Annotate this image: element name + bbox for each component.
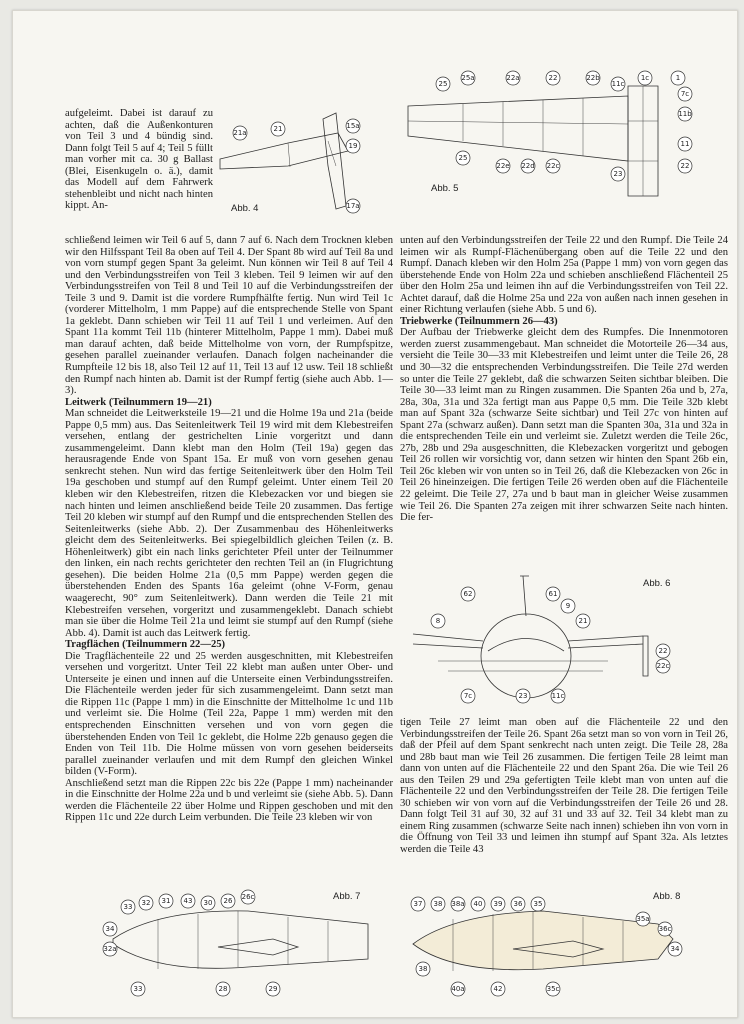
svg-text:35: 35 xyxy=(533,900,543,908)
svg-text:26: 26 xyxy=(223,897,233,905)
svg-text:40a: 40a xyxy=(451,985,465,993)
svg-text:61: 61 xyxy=(548,590,558,598)
svg-text:22e: 22e xyxy=(496,162,510,170)
svg-text:1: 1 xyxy=(675,74,681,82)
column-right-top xyxy=(400,235,728,524)
svg-text:38: 38 xyxy=(418,965,428,973)
svg-text:29: 29 xyxy=(268,985,278,993)
svg-text:43: 43 xyxy=(183,897,193,905)
manual-page xyxy=(12,10,738,1018)
svg-text:23: 23 xyxy=(613,170,623,178)
svg-text:22d: 22d xyxy=(521,162,535,170)
svg-text:36: 36 xyxy=(513,900,523,908)
svg-text:34: 34 xyxy=(670,945,680,953)
fig4-label: 19 xyxy=(348,142,358,150)
svg-text:23: 23 xyxy=(518,692,528,700)
svg-text:38: 38 xyxy=(433,900,443,908)
svg-text:11: 11 xyxy=(680,140,690,148)
svg-text:38a: 38a xyxy=(451,900,465,908)
fig7-labels xyxy=(103,890,280,996)
svg-text:28: 28 xyxy=(218,985,228,993)
fig6-labels xyxy=(431,587,670,703)
svg-text:9: 9 xyxy=(565,602,571,610)
column-right-bottom xyxy=(400,717,728,856)
intro-paragraph: aufgeleimt. Dabei ist darauf zu achten, daß die Außenkonturen von Teil 3 und 4 bündig sind. Dann folgt Teil 5 auf 4; Teil 5 füllt man vorher mit ca. 30 g Ballast (Blei, Eisenkugeln o. ä.), damit das Modell auf dem Fahrwerk stehenbleibt und nicht nach hinten kippt. An- xyxy=(65,108,213,212)
svg-text:22c: 22c xyxy=(656,662,670,670)
svg-text:1c: 1c xyxy=(640,74,650,82)
paragraph: Anschließend setzt man die Rippen 22c bis 22e (Pappe 1 mm) nacheinander in die Einschnitte der Holme 22a und b und verleimt sie (siehe Abb. 5). Dann werden die Flächenteile 22 über Holme und Rippen geschoben und mit den Rippen 11c und 22e durch Leim verbunden. Die Teile 23 kleben wir von xyxy=(65,777,393,824)
paragraph: Die Tragflächenteile 22 und 25 werden ausgeschnitten, mit Klebestreifen versehen und vorgeritzt. Unter Teil 22 klebt man außen unter Ober- und Unterseite je einen und innen auf die Unterseite einen Verbindungsstreifen. Die Flächenteile werden jeder für sich zusammengeleimt. Dann setzt man die Rippen 11c (Pappe 1 mm) in die Einschnitte der Mittelholme 1c und 11b und verleimt sie. Die Holme (Teil 22a, Pappe 1 mm) werden mit den entsprechenden Einschnitten versehen und von vorn gegen die überstehenden Enden von Teil 1c geklebt, die Holme 22b genauso gegen die Enden von Teil 11b. Die Holme müssen von vorn gesehen beiderseits parallel zueinander verlaufen und mit dem Rumpf den gleichen Winkel bilden (V-Form). xyxy=(65,650,393,778)
fig8-caption: Abb. 8 xyxy=(653,891,681,902)
svg-text:37: 37 xyxy=(413,900,423,908)
fig4-label: 17a xyxy=(346,202,360,210)
fig8-engine-diagram xyxy=(403,889,693,999)
svg-text:8: 8 xyxy=(435,617,441,625)
fig7-engine-diagram xyxy=(98,889,388,999)
svg-text:25: 25 xyxy=(438,80,448,88)
fig5-top-labels xyxy=(436,71,685,91)
svg-text:22c: 22c xyxy=(546,162,560,170)
fig4-caption: Abb. 4 xyxy=(231,203,259,214)
column-left xyxy=(65,235,393,824)
svg-text:22: 22 xyxy=(680,162,690,170)
paragraph: unten auf den Verbindungsstreifen der Teile 22 und den Rumpf. Die Teile 24 leimen wir als Rumpf-Flächenübergang oben auf die Teile 22 und den Rumpf. Danach kleben wir den Holm 25a (Pappe 1 mm) von vorn gegen das überstehende Ende von Holm 22a und schieben anschließend Flächenteil 25 über den Holm 25a und leimen ihn auf die Verbindungsstreifen von Teil 22. Achtet darauf, daß die Holme 25a und 22a von außen nach innen gesehen in einer Richtung verlaufen (siehe Abb. 5 und 6). xyxy=(400,235,728,316)
fig5-right-labels xyxy=(678,87,692,173)
svg-text:33: 33 xyxy=(123,903,133,911)
svg-text:11c: 11c xyxy=(551,692,565,700)
svg-text:7c: 7c xyxy=(680,90,690,98)
fig4-tail-diagram xyxy=(218,111,358,211)
section-heading: Triebwerke (Teilnummern 26—43) xyxy=(400,315,558,327)
svg-text:35c: 35c xyxy=(546,985,560,993)
paragraph: Man schneidet die Leitwerksteile 19—21 und die Holme 19a und 21a (beide Pappe 0,5 mm) aus. Das Seitenleitwerk Teil 19 wird mit dem Klebestreifen versehen, entlang der gestrichelten Linie vorgeritzt und dann zusammengeleimt. Dann klebt man den Holm (Teil 19a) gegen das herausragende Ende von Spant 15a. Er muß von vorn gesehen genau senkrecht stehen. Nun wird das fertige Seitenleitwerk über den Holm Teil 19a geschoben und stumpf auf den Rumpf geleimt. Unter einem Teil 20 kleben wir den Klebestreifen, ritzen die Klebezacken vor und biegen sie nach hinten und leimen anschließend beide Teile 20 zusammen. Das fertige Teil 20 kleben wir stumpf auf den Rumpf und die entsprechenden Stellen des Seitenleitwerks (siehe Abb. 2). Der Zusammenbau des Höhenleitwerks gleicht dem des Seitenleitwerks. Bei spiegelbildlich gleichen Teilen (z. B. Höhenleitwerk) gibt ein nach links gerichteter Pfeil unter der Teilnummer den linken, ein nach rechts gerichteter den rechten Teil an (in Flugrichtung gesehen). Die beiden Holme 21a (0,5 mm Pappe) werden gegen die überstehenden Enden des Spants 16a geleimt (ohne V-Form, genau waagerecht, 90° zum Seitenleitwerk). Dann werden die Teile 21 mit Klebestreifen versehen, vorgeritzt und zusammengeklebt. Danach schiebt man sie über die Holme Teil 21a und leimt sie stumpf auf den Rumpf (siehe Abb. 4). Damit ist auch das Leitwerk fertig. xyxy=(65,408,393,639)
svg-text:35a: 35a xyxy=(636,915,650,923)
svg-text:36c: 36c xyxy=(658,925,672,933)
svg-text:30: 30 xyxy=(203,899,213,907)
fig4-label: 21a xyxy=(233,129,247,137)
svg-text:32: 32 xyxy=(141,899,151,907)
svg-text:62: 62 xyxy=(463,590,473,598)
fig5-bottom-labels xyxy=(456,151,625,181)
section-heading: Tragflächen (Teilnummern 22—25) xyxy=(65,639,226,651)
svg-text:26c: 26c xyxy=(241,893,255,901)
svg-text:11b: 11b xyxy=(678,110,692,118)
svg-text:25: 25 xyxy=(458,154,468,162)
svg-text:40: 40 xyxy=(473,900,483,908)
svg-text:22: 22 xyxy=(658,647,668,655)
paragraph: Der Aufbau der Triebwerke gleicht dem des Rumpfes. Die Innenmotoren werden zuerst zusammengebaut. Man schneidet die Motorteile 26—34 aus, versieht die Teile 30—33 mit Klebestreifen und leimt unter die Teile 26, 28 und 30—32 die entsprechenden Verbindungsstreifen. Die Teile 27d werden so unter die Teile 27 geklebt, daß die schwarzen Seiten sichtbar bleiben. Die Teile 30—33 leimt man zu Ringen zusammen. Die Spanten 26a und b, 27a, 28a, 30a, 31a und 32a fertigt man aus Pappe 0,5 mm. Die Teile 32b klebt man auf Spant 32a (schwarze Seite sichtbar) und Teil 27c von hinten auf Spant 27a (schwarz außen). Dann setzt man die Spanten 30a, 31a und 32a in die entsprechenden Teile ein und verleimt sie. Zuletzt werden die Teile 26c, 27b, 28b und 29a ausgeschnitten, die Klebezacken vorgeritzt und gebogen Teil 26 rollen wir vorsichtig vor, dann setzen wir hinten den Spant 26b ein, Teil 26c kleben wir von unten so in Teil 26, daß die Klebezacken von 26c in Teil 26 hineinzeigen. Die fertigen Teile 26 werden oben auf die Flächenteile 22 geleimt. Die Teile 27, 27a und b baut man in gleicher Weise zusammen wie Teil 26. Die Spanten 27a zeigen mit ihrer schwarzen Seite nach hinten. Die fer- xyxy=(400,327,728,524)
fig7-caption: Abb. 7 xyxy=(333,891,361,902)
svg-text:42: 42 xyxy=(493,985,503,993)
svg-text:22: 22 xyxy=(548,74,558,82)
svg-text:11c: 11c xyxy=(611,80,625,88)
fig5-wing-diagram xyxy=(403,66,713,196)
paragraph: tigen Teile 27 leimt man oben auf die Flächenteile 22 und den Verbindungsstreifen der Teile 26. Spant 26a setzt man so von vorn in Teil 26, daß der Pfeil auf dem Spant senkrecht nach unten zeigt. Die Teile 28, 28a und 28b baut man wie Teil 26 zusammen. Die fertigen Teile 28 leimt man dann von unten auf die Flächenteile 22 und den Spant 26a. Die wie Teil 26 aus den Teilen 29 und 29a gefertigten Teile klebt man von unten auf die Flächenteile 22 und den Verbindungsstreifen der Teile 28. Die fertigen Teile 30 schieben wir von vorn auf die Verbindungsstreifen der Teile 26 und 28. Dann folgt Teil 31 auf 30, 32 auf 31 und 33 auf 32. Teil 34 klebt man zu einem Ring zusammen (schwarze Seite nach innen) schieben ihn von vorn in die Öffnung von Teil 33 und leimen ihn stumpf auf Spant 32a. Als letztes werden die Teile 43 xyxy=(400,717,728,856)
svg-text:34: 34 xyxy=(105,925,115,933)
svg-text:39: 39 xyxy=(493,900,503,908)
svg-text:25a: 25a xyxy=(461,74,475,82)
fig4-label: 15a xyxy=(346,122,360,130)
paragraph: schließend leimen wir Teil 6 auf 5, dann 7 auf 6. Nach dem Trocknen kleben wir den Hilfsspant Teil 8a oben auf Teil 4. Der Spant 8b wird auf Teil 8a und von vorn stumpf gegen Spant 3a geleimt. Nun können wir Teil 8 auf Teil 4 und den Verbindungsstreifen von Teil 3 kleben. Teil 9 leimen wir auf den Verbindungsstreifen von Teil 8 und Teil 10 auf die Verbindungsstreifen der Teile 3 und 9. Damit ist die vordere Rumpfhälfte fertig. Nun wird Teil 1c (vorderer Mittelholm, 1 mm Pappe) auf die entsprechende Stelle von Spant 1a geklebt. Dann schieben wir Teil 11 auf Teil 1 und verleimen. Auf den Spant 11a kommt Teil 11b (hinterer Mittelholm, Pappe 1 mm). Dabei muß man darauf achten, daß beide Mittelholme von vorn, der Rumpfspitze, gesehen parallel zueinander verlaufen. Danach folgen nacheinander die Rumpfteile 12 bis 18, also Teil 12 auf 11, Teil 13 auf 12 usw. Teil 18 schließt den Rumpf nach hinten ab. Damit ist der Rumpf fertig (siehe auch Abb. 1—3). xyxy=(65,235,393,397)
svg-text:32a: 32a xyxy=(103,945,117,953)
svg-text:22b: 22b xyxy=(586,74,600,82)
fig4-label: 21 xyxy=(273,125,283,133)
section-heading: Leitwerk (Teilnummern 19—21) xyxy=(65,396,212,408)
svg-text:7c: 7c xyxy=(463,692,473,700)
fig6-caption: Abb. 6 xyxy=(643,578,671,589)
svg-text:22a: 22a xyxy=(506,74,520,82)
svg-text:21: 21 xyxy=(578,617,588,625)
svg-text:31: 31 xyxy=(161,897,171,905)
fig5-caption: Abb. 5 xyxy=(431,183,459,194)
fig6-front-view xyxy=(408,566,708,706)
svg-text:33: 33 xyxy=(133,985,143,993)
